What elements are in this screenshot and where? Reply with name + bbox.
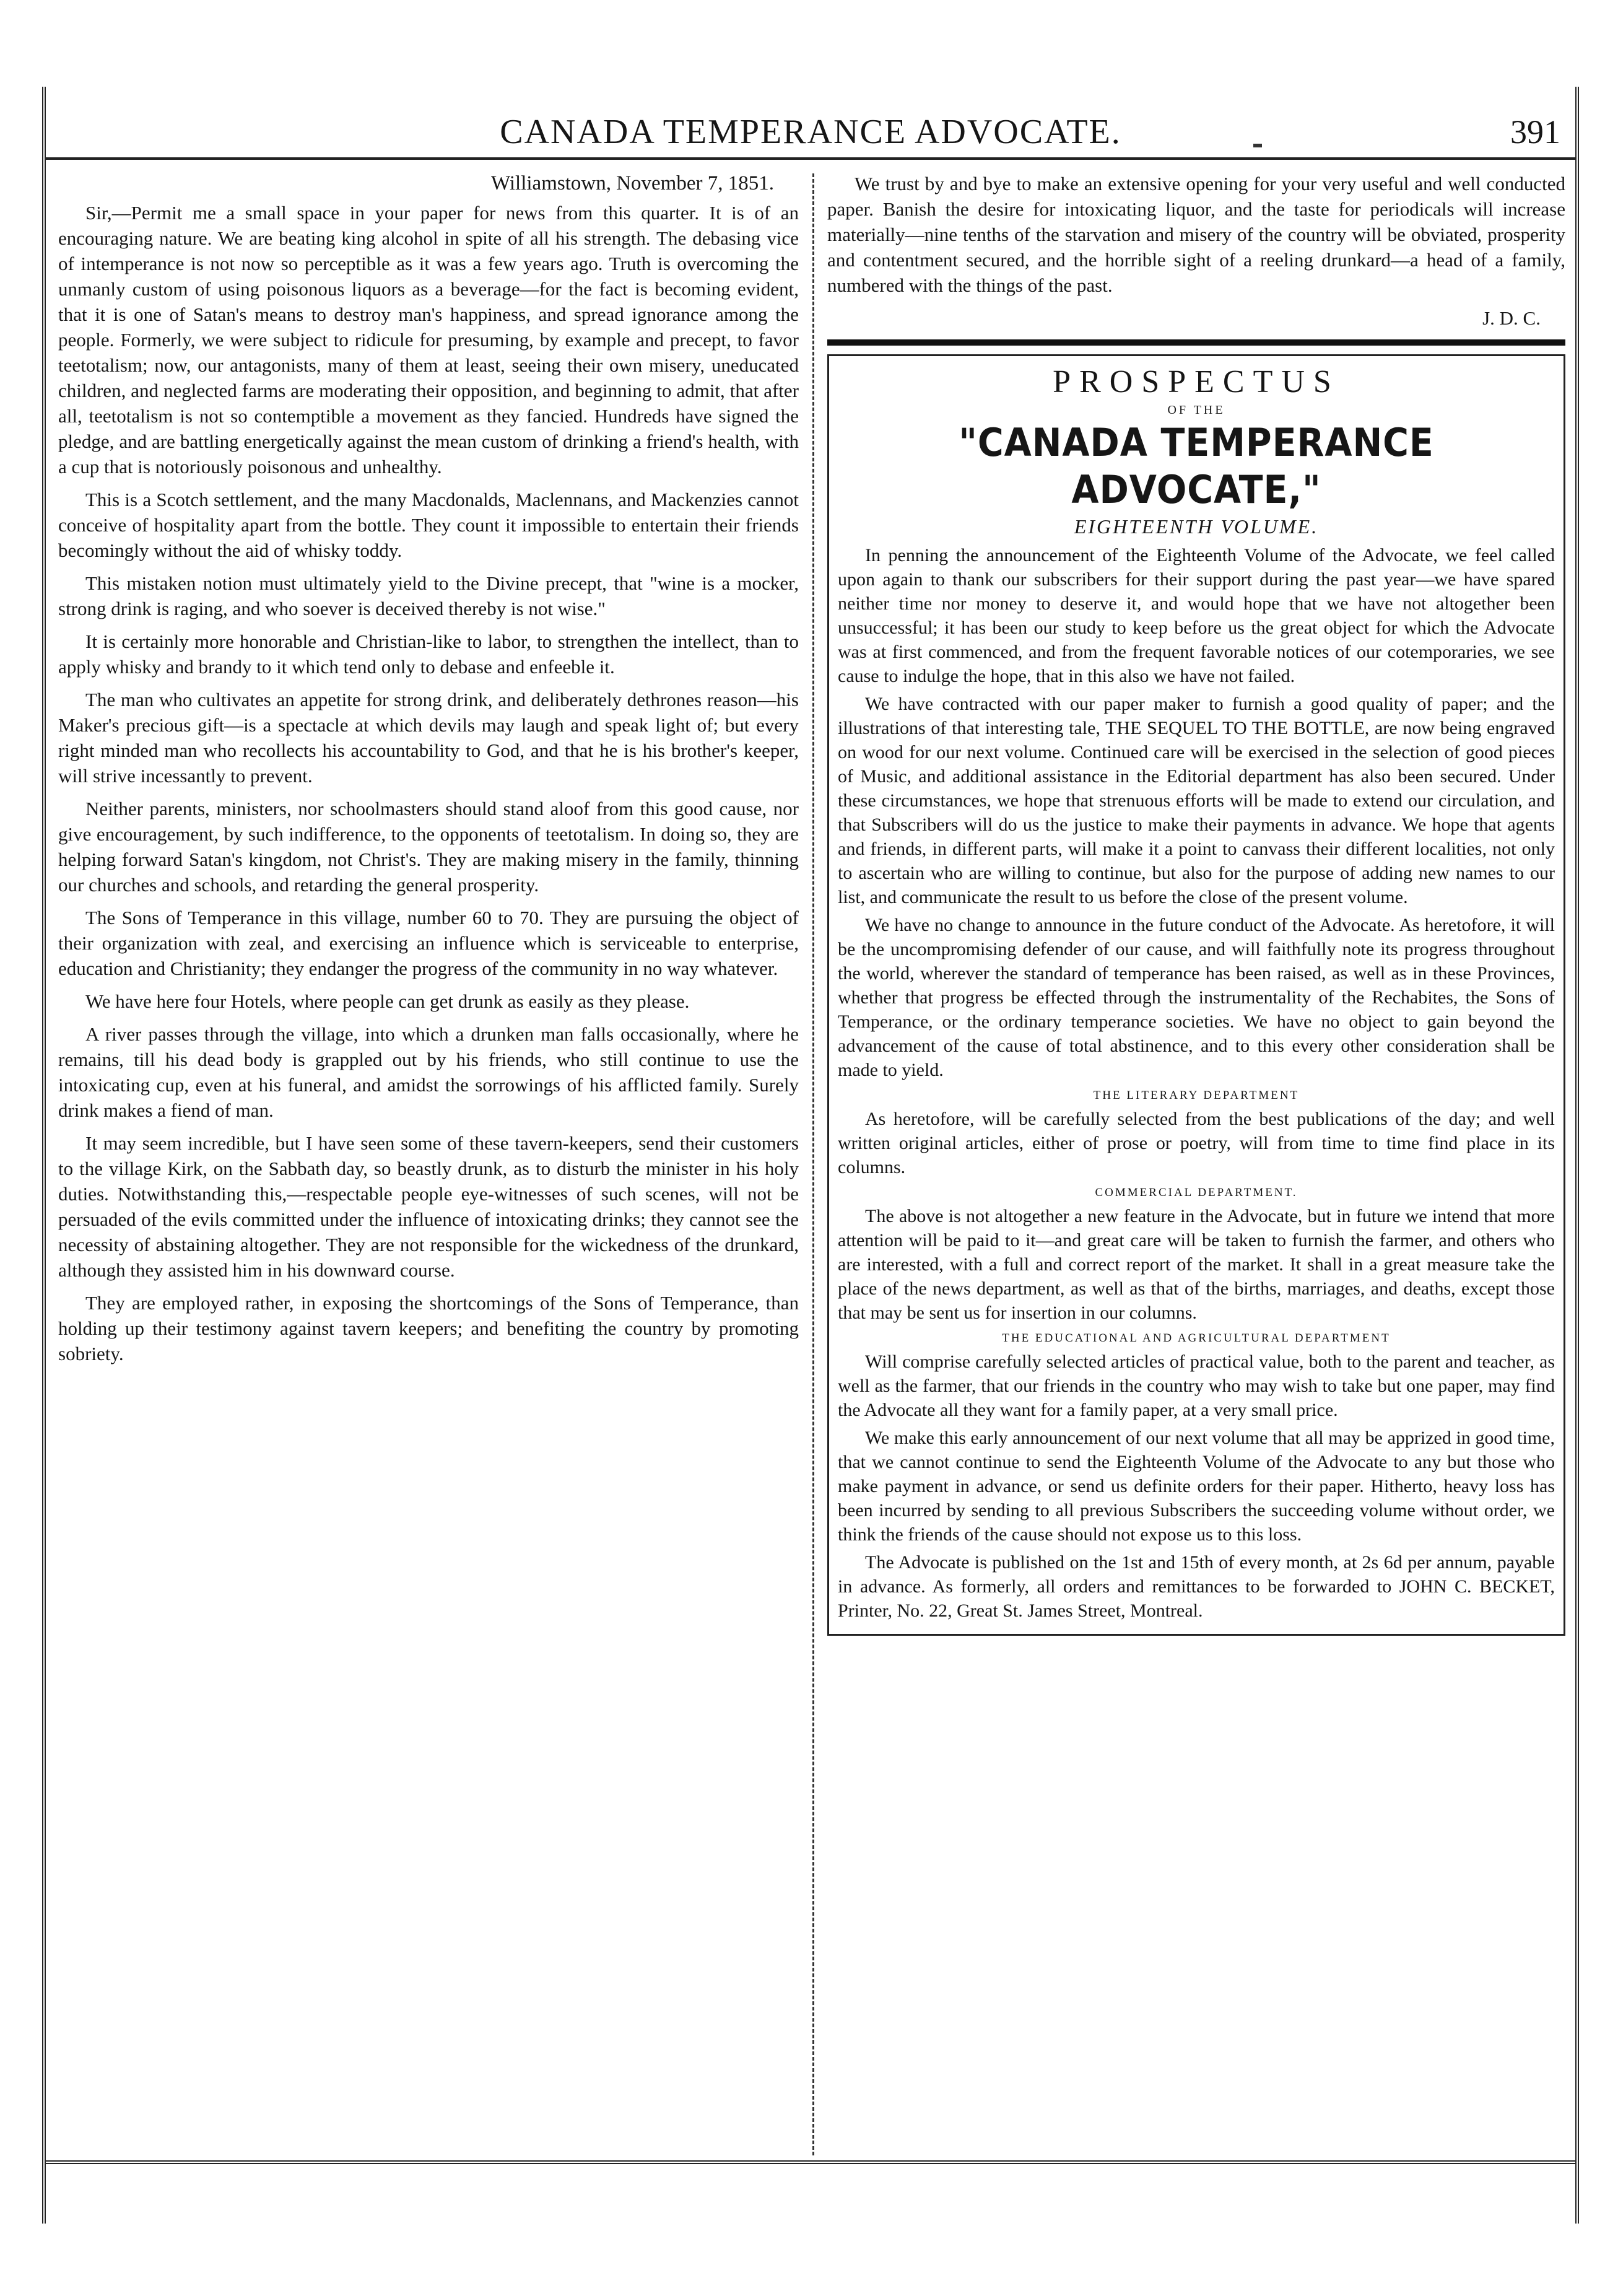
page-header [46,110,1575,160]
prospectus-volume: EIGHTEENTH VOLUME. [1074,515,1319,538]
running-title: CANADA TEMPERANCE ADVOCATE. [500,113,1121,151]
prospectus-of-the: OF THE [1167,403,1225,417]
prospectus-paragraph: In penning the announcement of the Eighteenth Volume of the Advocate, we feel called upon again to thank our subscribers for their support during the past year—we have spared neither time nor money to deserve it, and would hope that we have not altogether been unsuccessful; it has been our study to keep before us the great object for which the Advocate was at first commenced, and from the frequent favorable notices of our cotemporaries, we see cause to indulge the hope, that in this also we have not failed. [838,545,1555,686]
letter-paragraph: We trust by and bye to make an extensive opening for your very useful and well conducted paper. Banish the desire for intoxicating liquor, and the taste for periodicals will increase materially—nine tenths of the starvation and misery of the country will be obviated, prosperity and contentment secured, and the horrible sight of a reeling drunkard—a head of a family, numbered with the things of the past. [827,173,1565,296]
letter-paragraph: Neither parents, ministers, nor schoolmasters should stand aloof from this good cause, nor give encouragement, by such indifference, to the opponents of teetotalism. In doing so, they are helping forward Satan's kingdom, not Christ's. They are making misery in the family, thinning our churches and schools, and retarding the general prosperity. [58,798,799,896]
letter-paragraph: This mistaken notion must ultimately yield to the Divine precept, that "wine is a mocker, strong drink is raging, and who soever is deceived thereby is not wise." [58,572,799,619]
educational-heading: THE EDUCATIONAL AND AGRICULTURAL DEPARTMENT [1002,1332,1391,1345]
letter-paragraph: It may seem incredible, but I have seen some of these tavern-keepers, send their customers to the village Kirk, on the Sabbath day, so beastly drunk, as to disturb the minister in his holy duties. Notwithstanding this,—respectable people eye-witnesses of such scenes, will not be persuaded of the evils committed under the influence of intoxicating drinks; they cannot see the necessity of abstaining altogether. They are not responsible for the wickedness of the drunkard, although they assisted him in his downward course. [58,1132,799,1281]
literary-heading: THE LITERARY DEPARTMENT [1093,1089,1300,1102]
commercial-text: The above is not altogether a new feature in the Advocate, but in future we intend that more attention will be paid to it—and great care will be taken to furnish the farmer, and others who are interested, with a full and correct report of the market. It shall in a great measure take the place of the news department, as well as that of the births, marriages, and deaths, except those that may be sent us for insertion in our columns. [838,1206,1555,1323]
prospectus-paragraph: We have contracted with our paper maker to furnish a good quality of paper; and the illustrations of that interesting tale, THE SEQUEL TO THE BOTTLE, are now being engraved on wood for our next volume. Continued care will be exercised in the selection of good pieces of Music, and additional assistance in the Editorial department has also been secured. Under these circumstances, we hope that strenuous efforts will be made to extend our circulation, and that Subscribers will do us the justice to make their payments in advance. We hope that agents and friends, in different parts, will make it a point to canvass their different localities, not only to ascertain who are willing to continue, but also for the purpose of adding new names to our list, and communicate the result to us before the close of the present volume. [838,694,1555,907]
letter-dateline: Williamstown, November 7, 1851. [491,172,774,194]
bottom-rule [46,2160,1575,2164]
page-number: 391 [1510,113,1560,151]
right-column [827,171,1565,1636]
prospectus-paper-name: "CANADA TEMPERANCE ADVOCATE," [959,420,1434,512]
letter-paragraph: It is certainly more honorable and Christian-like to labor, to strengthen the intellect, than to apply whisky and brandy to it which tend only to debase and enfeeble it. [58,631,799,678]
prospectus-paragraph: We make this early announcement of our next volume that all may be apprized in good time, that we cannot continue to send the Eighteenth Volume of the Advocate to any but those who make payment in advance, or send us definite orders for their paper. Hitherto, heavy loss has been incurred by sending to all previous Subscribers the succeeding volume without order, we think the friends of the cause should not expose us to this loss. [838,1428,1555,1545]
letter-paragraph: They are employed rather, in exposing the shortcomings of the Sons of Temperance, than holding up their testimony against tavern keepers; and benefiting the country by promoting sobriety. [58,1292,799,1364]
prospectus-paragraph: The Advocate is published on the 1st and 15th of every month, at 2s 6d per annum, payable in advance. As formerly, all orders and remittances to be forwarded to JOHN C. BECKET, Printer, No. 22, Great St. James Street, Montreal. [838,1552,1555,1621]
letter-paragraph: Sir,—Permit me a small space in your paper for news from this quarter. It is of an encouraging nature. We are beating king alcohol in spite of all his strength. The debasing vice of intemperance is not now so perceptible as it was a few years ago. Truth is overcoming the unmanly custom of using poisonous liquors as a beverage—for the fact is becoming evident, that it is one of Satan's means to destroy man's happiness, and spread ignorance among the people. Formerly, we were subject to ridicule for presuming, by example and precept, to favor teetotalism; now, our antagonists, many of them at least, seeing their own misery, uneducated children, and neglected farms are moderating their opposition, and beginning to admit, that after all, teetotalism is not so contemptible a movement as they fancied. Hundreds have signed the pledge, and are battling energetically against the mean custom of drinking a friend's health, with a cup that is notoriously poisonous and unhealthy. [58,202,799,478]
prospectus-box [827,354,1565,1636]
column-divider [812,173,814,2155]
section-rule [827,339,1565,346]
commercial-heading: COMMERCIAL DEPARTMENT. [1095,1186,1298,1199]
letter-paragraph: The Sons of Temperance in this village, number 60 to 70. They are pursuing the object of their organization with zeal, and exercising an influence which is serviceable to enterprise, education and Christianity; they endanger the progress of the community in no way whatever. [58,907,799,979]
educational-text: Will comprise carefully selected articles of practical value, both to the parent and teacher, as well as the farmer, that our friends in the country who may wish to take but one paper, may find the Advocate all they want for a family paper, at a very small price. [838,1351,1555,1420]
newspaper-page [42,87,1579,2224]
letter-paragraph: This is a Scotch settlement, and the many Macdonalds, Maclennans, and Mackenzies cannot conceive of hospitality apart from the bottle. They count it impossible to entertain their friends becomingly without the aid of whisky toddy. [58,489,799,561]
literary-text: As heretofore, will be carefully selected from the best publications of the day; and well written original articles, either of prose or poetry, will from time to time find place in its columns. [838,1109,1555,1177]
prospectus-title: PROSPECTUS [1053,364,1340,399]
letter-paragraph: A river passes through the village, into which a drunken man falls occasionally, where he remains, till his dead body is grappled out by his friends, who still continue to use the intoxicating cup, even at his funeral, and amidst the sorrowings of his afflicted family. Surely drink makes a fiend of man. [58,1023,799,1121]
letter-signature: J. D. C. [1482,307,1541,329]
letter-paragraph: We have here four Hotels, where people can get drunk as easily as they please. [85,990,690,1012]
prospectus-paragraph: We have no change to announce in the future conduct of the Advocate. As heretofore, it will be the uncompromising defender of our cause, and will faithfully note its progress throughout the world, wherever the standard of temperance has been raised, as well as in these Provinces, whether that progress be effected through the instrumentality of the Rechabites, the Sons of Temperance, or the ordinary temperance societies. We have no object to gain beyond the advancement of the cause of total abstinence, and to this every other consideration shall be made to yield. [838,915,1555,1080]
letter-paragraph: The man who cultivates an appetite for strong drink, and deliberately dethrones reason—his Maker's precious gift—is a spectacle at which devils may laugh and speak light of; but every right minded man who recollects his accountability to God, and that he is his brother's keeper, will strive incessantly to prevent. [58,689,799,787]
left-column [58,171,799,1374]
